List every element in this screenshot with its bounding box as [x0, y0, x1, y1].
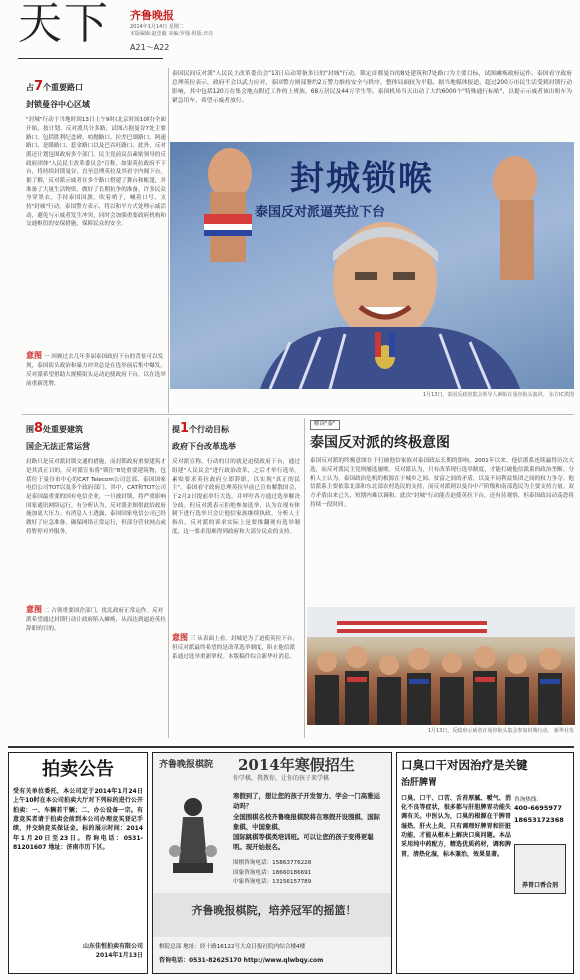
health-contact	[514, 796, 569, 894]
mid-left-kicker: 围8处重要建筑	[26, 421, 84, 436]
phone-line: 国象咨询电话：18660186691	[233, 869, 312, 876]
mid-mid-kicker: 提1个行动目标	[172, 421, 230, 436]
section-rule	[22, 414, 574, 415]
health-ad	[396, 752, 574, 974]
crowd-photo-caption: 1月13日，反政府示威者在曼谷街头集会参加封城行动。 新华社发	[427, 728, 574, 734]
column-divider	[168, 68, 169, 413]
winter-point: 国际跳棋等棋类培训班。可以让您的孩子变得更聪明。现开始报名。	[233, 833, 374, 852]
chess-brand: 齐鲁晚报棋院	[159, 760, 214, 770]
yitu-label: 意图	[26, 605, 42, 615]
mid-left-yitu	[26, 604, 166, 699]
winter-tagline: 齐鲁晚报棋院，培养冠军的摇篮！	[191, 904, 357, 917]
yitu-text: 二 占领重要国企部门，扰乱政府正常运作。反对派希望通过封锁行动让政府陷入瘫痪，从而达到逼迫英拉辞职的目的。	[26, 608, 166, 632]
winter-camp-ad	[152, 752, 392, 974]
top-intro: 泰国民间反对派"人民民主改革委员会"13日启动筹备多日的"封城"行动，锁定首都曼谷的8处建筑和7处路口为主要目标，试图瘫痪政府运作。泰国看守政府总理英拉表示，政府不会以武力应对，泰国警方则部署约2万警力维持安全与秩序，整体局面较为平稳。据当地媒体报道，超过200万市民生活受到封锁行动影响，其中包括120万在集会地点附近工作的上班族，68万居民及44万学生等。泰国机场当天出动了大约6000个"特殊通行标贴"，以提示示威者该出租车为紧急用车，希望示威者放行。	[172, 71, 572, 104]
auction-date: 2014年1月13日	[95, 951, 143, 959]
page-numbers: A21～A22	[130, 43, 170, 52]
left-top-article	[26, 78, 166, 432]
chess-pieces-icon	[163, 793, 223, 883]
analysis-article	[310, 420, 574, 587]
winter-points	[233, 791, 383, 853]
winter-hotline: 咨询电话：0531-82625170 http://www.qlwbqy.com	[159, 957, 324, 964]
health-phone: 400-6695977	[514, 803, 562, 812]
phone-line: 围棋咨询电话：15863776228	[233, 860, 312, 866]
health-phone-label: 咨询热线：	[514, 796, 542, 803]
health-subtitle: 治肝脾胃	[401, 777, 438, 788]
column-divider	[168, 418, 169, 738]
phone-line: 中象咨询电话：13156157789	[233, 879, 312, 885]
auction-body: 受有关单位委托，本公司定于2014年1月24日上午10时在本公司拍卖大厅对下列标的进行公开拍卖：一、车辆若干辆；二、办公设备一宗。有意竞买者请于拍卖会前到本公司办理竞买登记手续，并交纳竞买保证金。标的展示时间：2014年1月20日至23日。咨询电话：0531-81201607 地址：济南市历下区。	[13, 788, 143, 851]
winter-slogan: 你学棋，我教你，让你的孩子来学棋	[233, 775, 330, 782]
left-top-kicker: 占7个重要路口	[26, 79, 84, 94]
left-top-body: "封城"行动于当地时间13日上午9时(北京时间10时)全面开始，按计划，反对派共分多路，试图占据曼谷7处主要路口，包括胜利纪念碑、叻抛路口、拉差巴颂路口、阿速路口、是隆路口、惹金路口以及巴吞旺路口。此外，反对派还计划包围政府多个部门。民主党前议员素贴领导的反政府团体"人民民主改革委员会"宣称，如果英拉政府不下台，将持续封锁曼谷，直至总理英拉及其看守内阁下台。据了解，反对派示威者在多个路口搭建了舞台和帐篷，并准备了大量生活物资，做好了长期抗争的准备。许多民众身穿黑衣，手持泰国国旗，吹着哨子，喊着口号，支持"封城"行动。泰国警方表示，将以和平方式处理示威活动，避免与示威者发生冲突，同时会加强重要政府机构和交通枢纽的安保措施，保障民众的安全。	[26, 117, 166, 228]
health-product: 养胃口香合剂	[521, 881, 558, 889]
yitu-label: 意图	[172, 633, 188, 643]
mid-left-article	[26, 420, 166, 699]
winter-point: 寒假到了，想让您的孩子开发智力、学会一门高雅运动吗？	[233, 792, 380, 811]
issue-date: 2014年1月14日 星期二	[130, 24, 184, 30]
winter-point: 全国围棋名校齐鲁晚报棋院将在寒假开设围棋、国际象棋、中国象棋、	[233, 812, 380, 831]
mid-mid-article	[172, 420, 300, 716]
health-tel: 18653172368	[514, 816, 564, 825]
column-divider	[304, 418, 305, 738]
mid-left-subhead: 国企无法正常运营	[26, 441, 90, 451]
left-top-subhead: 封锁曼谷中心区域	[26, 99, 90, 109]
analysis-headline: 泰国反对派的终极意图	[310, 434, 450, 451]
winter-hq: 棋院总部 地址：经十路16122号大众日报社院内综合楼4楼	[159, 944, 306, 950]
winter-title: 2014年寒假招生	[238, 756, 355, 774]
health-title: 口臭口干对因治疗是关键	[401, 758, 528, 772]
auction-company: 山东佳恒拍卖有限公司	[82, 943, 143, 951]
auction-ad	[8, 752, 148, 974]
editor-credits: 本版编辑:赵忠毅 美编:罗强 组版:庆亮	[130, 31, 214, 37]
analysis-tag: 解读"泰"	[310, 420, 340, 430]
yitu-text: 三 从表面上看，封城是为了迫使英拉下台，但反对派最终希望的是改革选举制度，阻止他信派系通过选举重新掌权。本版稿件综合新华社消息。	[172, 636, 298, 660]
header-rule	[18, 58, 163, 59]
ad-section-rule	[8, 746, 574, 748]
yitu-text: 一 回顾过去几年多届泰国政府下台的背景可以发现，泰国街头政治和暴力冲突总是在选举前后集中爆发，反对派希望借助大规模街头运动迫使政府下台，以在选举前重新洗牌。	[26, 354, 166, 387]
winter-phones	[233, 859, 383, 888]
newspaper-logo: 齐鲁晚报	[130, 9, 174, 22]
main-subline: 泰国反对派逼英拉下台	[255, 205, 386, 220]
main-photo-caption: 1月13日，泰国反政府集会领导人素帖在曼谷街头演讲。 东方IC供图	[422, 392, 574, 398]
crowd-photo	[307, 607, 575, 725]
health-product-box	[514, 844, 566, 894]
section-title: 天下	[18, 0, 110, 49]
yitu-label: 意图	[26, 351, 42, 361]
mid-mid-subhead: 政府下台改革选举	[172, 441, 236, 451]
main-headline: 封城锁喉	[290, 159, 434, 199]
mid-mid-yitu	[172, 632, 300, 716]
crowd-illustration	[307, 607, 575, 725]
mid-left-body: 封路只是反对派封锁交通的措施，而封锁政府重要建筑才是其真正目的。反对派宣布将"锁住"8处重要建筑物，包括位于曼谷市中心的CAT Telecom公司总部、泰国国家电信公司TOT以及多个政府部门。其中，CAT和TOT公司是泰国最重要的国有电信企业，一旦被封锁，将严重影响国家通讯网络运行。有分析认为，反对派企图借此给政府施加更大压力。有消息人士透露，泰国国家电信公司已经做好了应急准备，确保网络正常运行，但部分营业网点或将暂停对外服务。	[26, 459, 166, 535]
mid-mid-body: 反对派宣称，行动的目的就是迫使政府下台，通过组建"人民议会"进行政治改革，之后才举行选举。素贴要求英拉政府立即辞职，以实现"真正的民主"。泰国看守政府总理英拉早前已宣布解散国会，于2月2日提前举行大选，并呼吁各方通过选举解决分歧。但反对派表示拒绝参加选举，认为在现有体制下进行选举只会让他信家族继续执政。分析人士指出，反对派的诉求实际上是要推翻现有选举制度，这一要求很难得到政府和大部分民众的支持。	[172, 459, 300, 535]
auction-title: 拍卖公告	[42, 759, 114, 780]
health-body: 口臭、口干、口苦、舌苔厚腻、嗳气、消化不良等症状，很多都与肝胆脾胃功能失调有关。中医认为，口臭的根源在于脾胃湿热、肝火上炎，只有调理好脾胃和肝脏功能，才能从根本上解决口臭问题。本品采用纯中药配方，精选优质药材，调和脾胃，清热化湿，标本兼治，效果显著。	[401, 794, 511, 858]
analysis-body: 泰国反对派的终极意图在于打破他信家族对泰国政坛长期的影响。2001年以来，他信派系连续赢得历次大选，而反对派民主党则屡选屡败。反对派认为，只有改革现行选举制度，才能打破他信派系的政治垄断。分析人士认为，泰国政治危机的根源在于城乡之间、贫富之间的矛盾，以及不同利益集团之间的权力争夺。他信派系主要依靠北部和东北部农村选民的支持，而反对派则以曼谷中产阶级和南部选民为主要支持力量。双方矛盾由来已久，短期内难以调和。此次"封城"行动能否迫使英拉下台，还有待观察，但泰国政局动荡恐将持续一段时间。	[310, 458, 574, 508]
